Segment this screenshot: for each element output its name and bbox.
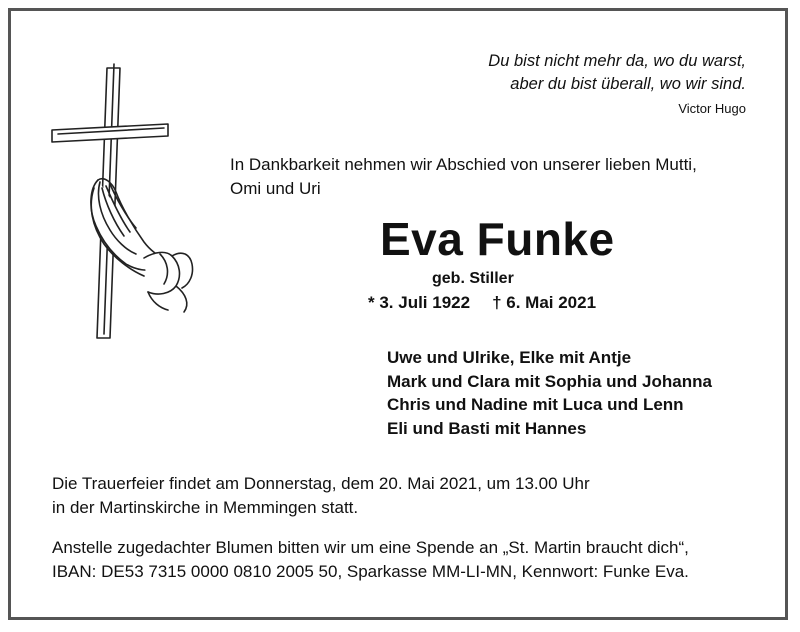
donation-line: Anstelle zugedachter Blumen bitten wir um eine Spende an „St. Martin braucht dich“, <box>52 538 689 557</box>
family-list <box>387 346 712 440</box>
maiden-name: geb. Stiller <box>432 270 514 287</box>
death-date: † 6. Mai 2021 <box>492 293 597 312</box>
donation-line: IBAN: DE53 7315 0000 0810 2005 50, Sparkasse MM-LI-MN, Kennwort: Funke Eva. <box>52 562 689 581</box>
quote-line: aber du bist überall, wo wir sind. <box>510 75 746 93</box>
family-line: Eli und Basti mit Hannes <box>387 418 587 438</box>
intro-line: Omi und Uri <box>230 179 321 198</box>
quote-line: Du bist nicht mehr da, wo du warst, <box>488 52 746 70</box>
intro-text <box>230 153 770 201</box>
deceased-name: Eva Funke <box>380 213 615 265</box>
quote <box>488 50 746 96</box>
intro-line: In Dankbarkeit nehmen wir Abschied von unserer lieben Mutti, <box>230 155 697 174</box>
service-line: in der Martinskirche in Memmingen statt. <box>52 498 359 517</box>
quote-author: Victor Hugo <box>678 101 746 116</box>
life-dates <box>368 293 596 313</box>
service-info <box>52 472 772 520</box>
service-line: Die Trauerfeier findet am Donnerstag, dem 20. Mai 2021, um 13.00 Uhr <box>52 474 590 493</box>
birth-date: * 3. Juli 1922 <box>368 293 471 312</box>
family-line: Mark und Clara mit Sophia und Johanna <box>387 371 712 391</box>
donation-info <box>52 536 772 584</box>
family-line: Uwe und Ulrike, Elke mit Antje <box>387 348 632 367</box>
family-line: Chris und Nadine mit Luca und Lenn <box>387 395 684 414</box>
cross-with-praying-hands-icon <box>40 58 210 340</box>
